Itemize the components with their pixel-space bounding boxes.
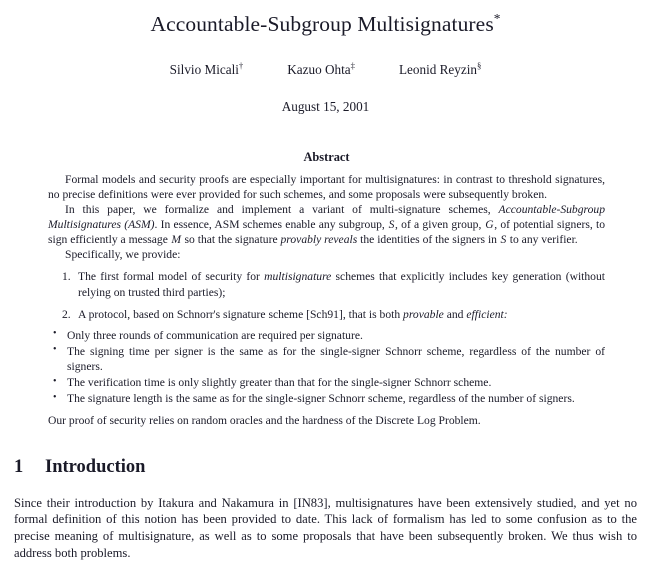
body-paragraph: Since their introduction by Itakura and Nakamura in [IN83], multisignatures have been extensively studied, and yet no formal definition of this notion has been provided to date. This lack of formalism has led to some confusion as to the precise meaning of multisignature, as well as to some proposals that have been subsequently broken. We thus wish to address both problems. (14, 495, 637, 560)
author-footnote-marker: § (476, 60, 482, 71)
author-entry (399, 62, 481, 78)
page-title (0, 0, 651, 38)
abstract-enumerated-list (48, 269, 605, 321)
author-footnote-marker: ‡ (350, 60, 355, 71)
math-variable-g: G (485, 218, 494, 232)
author-entry (170, 62, 244, 78)
abstract-section (0, 150, 651, 429)
math-variable-s: S (388, 218, 395, 232)
section-title: Introduction (45, 456, 146, 477)
emphasis-provable: provable (403, 307, 444, 321)
text-run: , of potential signers, to sign efficiently a message (48, 218, 606, 247)
abstract-paragraph-2 (48, 202, 605, 247)
abstract-paragraph-3: Specifically, we provide: (65, 248, 181, 262)
text-run: schemes that explicitly includes key generation (without relying on trusted third parties); (78, 270, 605, 299)
list-item: • The verification time is only slightly greater than that for the single-signer Schnorr scheme. (48, 375, 605, 390)
list-item (48, 307, 605, 322)
text-run: , of a given group, (395, 218, 485, 232)
list-item: • The signing time per signer is the same as for the single-signer Schnorr scheme, regardless of the number of signers. (48, 344, 605, 374)
abstract-paragraph-1: Formal models and security proofs are especially important for multisignatures: in contrast to threshold signatures, no precise definitions were ever provided for such schemes, and some proposals were subsequently broken. (48, 172, 605, 201)
text-run: to any verifier. (506, 233, 578, 247)
abstract-heading: Abstract (303, 149, 350, 164)
section-1-body (0, 495, 651, 562)
emphasis-multisignature: multisignature (264, 270, 332, 284)
abstract-bullet-list (48, 328, 605, 407)
emphasis-provably-reveals: provably reveals (280, 233, 358, 247)
text-run: . In essence, ASM schemes enable any subgroup, (154, 218, 389, 232)
author-name: Leonid Reyzin (398, 61, 477, 77)
text-run: The first formal model of security for (78, 270, 265, 284)
text-run: A protocol, based on Schnorr's signature scheme [Sch91], that is both (78, 307, 404, 321)
author-footnote-marker: † (238, 60, 244, 71)
publication-date: August 15, 2001 (281, 98, 370, 114)
author-list (0, 62, 651, 78)
math-variable-m: M (171, 233, 182, 247)
list-item: • The signature length is the same as for the single-signer Schnorr scheme, regardless of the number of signers. (48, 391, 605, 406)
title-text: Accountable-Subgroup Multisignatures (150, 12, 494, 36)
emphasis-asm-term: Accountable-Subgroup Multisignatures (ASM) (48, 202, 605, 232)
author-name: Kazuo Ohta (287, 61, 351, 77)
list-item: • Only three rounds of communication are required per signature. (48, 328, 605, 343)
section-number: 1 (14, 456, 24, 477)
text-run: so that the signature (181, 233, 281, 247)
title-footnote-marker: * (493, 10, 501, 26)
section-heading-introduction (0, 456, 651, 478)
author-entry (287, 62, 355, 78)
math-variable-s: S (500, 233, 507, 247)
author-name: Silvio Micali (169, 61, 239, 77)
text-run: the identities of the signers in (357, 233, 500, 247)
emphasis-efficient: efficient: (466, 307, 508, 321)
list-item (48, 269, 605, 299)
abstract-closing-paragraph: Our proof of security relies on random oracles and the hardness of the Discrete Log Problem. (48, 414, 481, 428)
text-run: and (443, 307, 467, 321)
text-run: In this paper, we formalize and implement a variant of multi-signature schemes, (65, 202, 499, 216)
